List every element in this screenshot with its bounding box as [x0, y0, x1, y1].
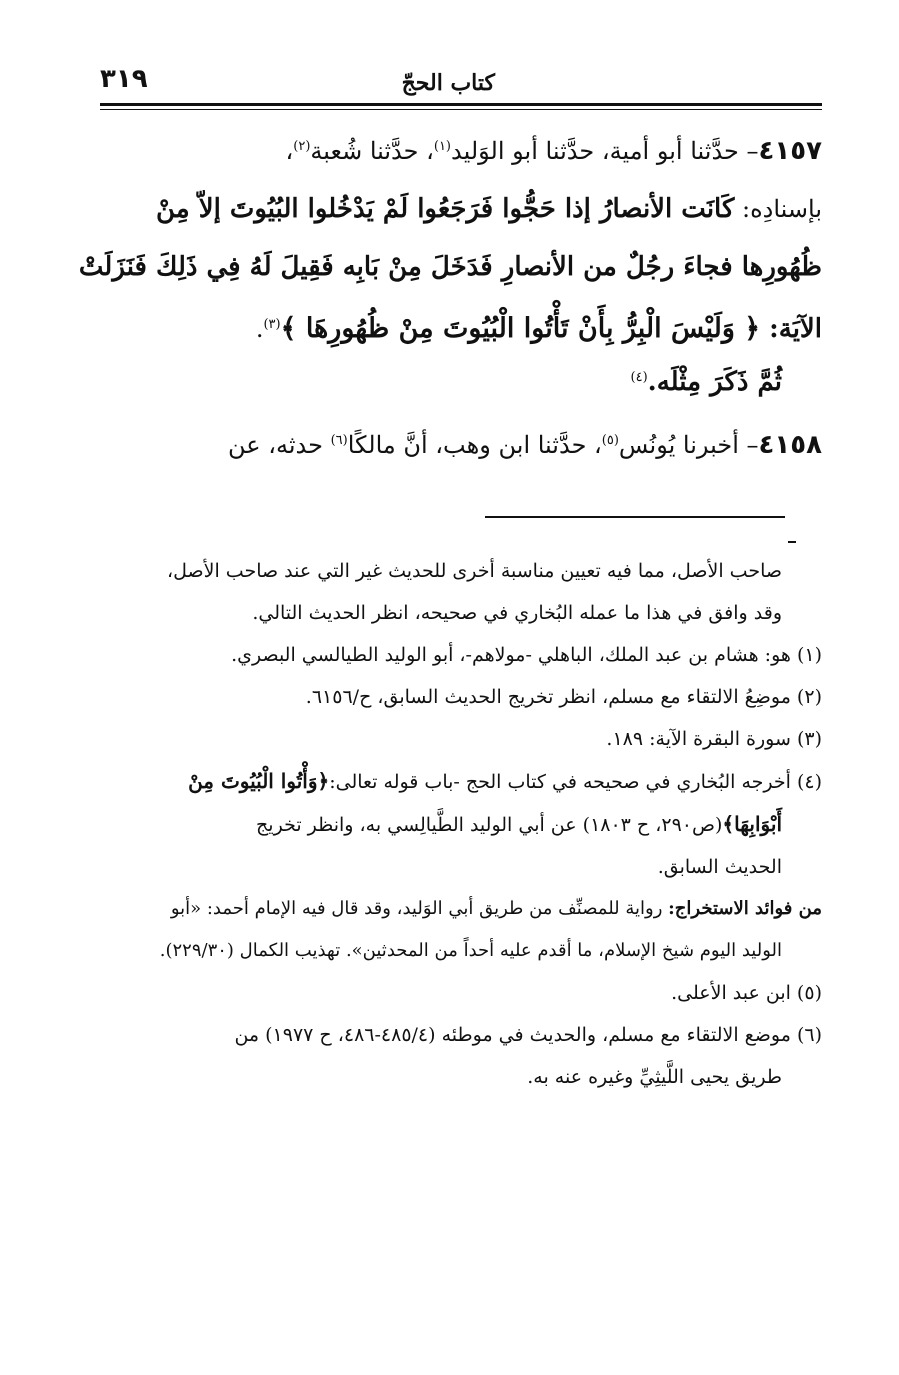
footnote-ref: (٦)	[330, 433, 348, 448]
benefit-label: من فوائد الاستخراج:	[668, 898, 822, 919]
hadith-4157-line-5: ثُمَّ ذَكَرَ مِثْلَه.$^{(٤)}$	[630, 367, 782, 397]
hadith-4157-line-2: بإسنادِه: كَانَت الأنصارُ إذا حَجُّوا فَرَجَعُوا لَمْ يَدْخُلوا البُيُوتَ إلاّ مِنْ	[155, 194, 822, 224]
hadith-4157-line-3: ظُهُورِها فجاءَ رجُلٌ من الأنصارِ فَدَخَلَ مِنْ بَابِه فَقِيلَ لَهُ فِي ذَلِكَ فَنَزَلَتْ	[78, 252, 822, 282]
footnotes	[100, 550, 822, 1098]
footnote-continuation: صاحب الأصل، مما فيه تعيين مناسبة أخرى للحديث غير التي عند صاحب الأصل،	[166, 560, 782, 582]
quran-verse: أَبْوَابِهَا﴾	[722, 812, 782, 836]
quran-verse: ﴿ وَلَيْسَ الْبِرُّ بِأَنْ تَأْتُوا الْبُيُوتَ مِنْ ظُهُورِهَا ﴾	[280, 313, 761, 344]
footnote-4: (٤) أخرجه البُخاري في صحيحه في كتاب الحج -باب قوله تعالى:﴿وَأْتُوا الْبُيُوتَ مِنْ	[188, 769, 822, 793]
footnote-4-cont: أَبْوَابِهَا﴾(ص٢٩٠، ح ١٨٠٣) عن أبي الوليد الطَّيالِسي به، وانظر تخريج	[256, 812, 782, 836]
main-text	[78, 118, 822, 474]
extraction-benefit: من فوائد الاستخراج: رواية للمصنِّف من طريق أبي الوَليد، وقد قال فيه الإمام أحمد: «أبو	[170, 898, 822, 919]
page-header	[100, 62, 820, 102]
header-rule-thin	[100, 109, 822, 110]
hadith-4158-line-1: ٤١٥٨– أخبرنا يُونُس$^{(٥)}$، حدَّثنا ابن وهب، أنَّ مالكًا$^{(٦)}$ حدثه، عن	[227, 430, 822, 460]
footnote-continuation: وقد وافق في هذا ما عمله البُخاري في صحيحه، انظر الحديث التالي.	[252, 602, 782, 624]
footnote-separator	[485, 516, 785, 518]
footnote-ref: (١)	[433, 139, 451, 154]
hadith-matn: كَانَت الأنصارُ إذا حَجُّوا فَرَجَعُوا لَمْ يَدْخُلوا البُيُوتَ إلاّ مِنْ	[155, 194, 735, 224]
quran-verse: ﴿وَأْتُوا الْبُيُوتَ مِنْ	[188, 769, 330, 793]
header-rule-thick	[100, 103, 822, 106]
extraction-benefit-cont: الوليد اليوم شيخ الإسلام، ما أقدم عليه أحداً من المحدثين». تهذيب الكمال (٢٢٩/٣٠).	[159, 940, 782, 961]
footnote-1: (١) هو: هشام بن عبد الملك، الباهلي -مولاهم-، أبو الوليد الطيالسي البصري.	[231, 644, 822, 666]
footnote-ref: (٣)	[263, 317, 281, 332]
footnote-ref: (٢)	[293, 139, 311, 154]
footnote-6: (٦) موضع الالتقاء مع مسلم، والحديث في موطئه (٤٨٥/٤-٤٨٦، ح ١٩٧٧) من	[234, 1024, 822, 1046]
page-number: ٣١٩	[100, 64, 148, 94]
continuation-mark	[788, 541, 796, 543]
running-title: كتاب الحجّ	[401, 70, 495, 96]
footnote-5: (٥) ابن عبد الأعلى.	[671, 982, 822, 1004]
hadith-number: ٤١٥٧	[758, 136, 822, 166]
footnote-3: (٣) سورة البقرة الآية: ١٨٩.	[606, 728, 822, 750]
hadith-4157-line-4: الآيَة: ﴿ وَلَيْسَ الْبِرُّ بِأَنْ تَأْتُوا الْبُيُوتَ مِنْ ظُهُورِهَا ﴾$^{(٣)}$.	[255, 313, 822, 344]
footnote-ref: (٤)	[630, 370, 648, 385]
footnote-2: (٢) موضِعُ الالتقاء مع مسلم، انظر تخريج الحديث السابق، ح/٦١٥٦.	[305, 686, 822, 708]
hadith-4157-line-1: ٤١٥٧– حدَّثنا أبو أمية، حدَّثنا أبو الوَليد$^{(١)}$، حدَّثنا شُعبة$^{(٢)}$،	[285, 136, 822, 166]
footnote-6-cont: طريق يحيى اللَّيثِيِّ وغيره عنه به.	[527, 1066, 782, 1088]
hadith-number: ٤١٥٨	[758, 430, 822, 460]
footnote-4-cont: الحديث السابق.	[657, 856, 782, 878]
footnote-ref: (٥)	[601, 433, 619, 448]
